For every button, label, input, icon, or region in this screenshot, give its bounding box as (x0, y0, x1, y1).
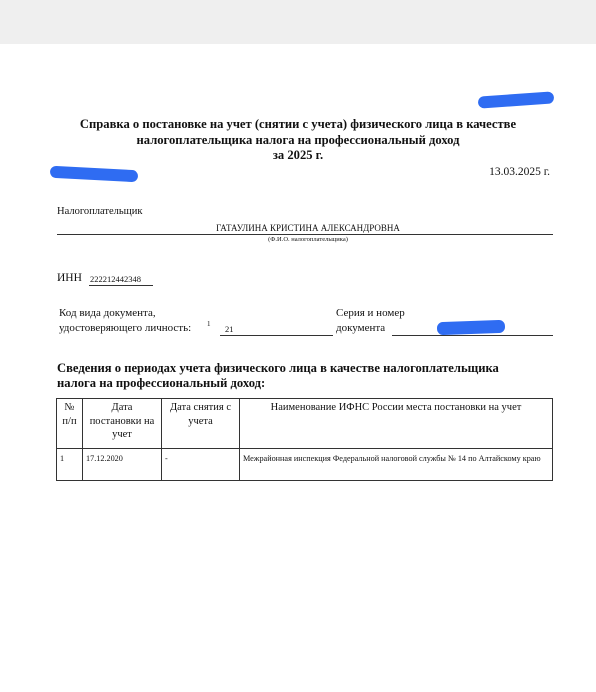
doc-code-value: 21 (225, 324, 234, 334)
cell-deregistration-date: - (162, 449, 240, 481)
redaction-top-right (478, 91, 555, 108)
doc-code-label-1: Код вида документа, (59, 307, 156, 319)
taxpayer-name: ГАТАУЛИНА КРИСТИНА АЛЕКСАНДРОВНА (216, 223, 400, 233)
inn-label: ИНН (57, 272, 82, 284)
table-header-row (57, 399, 553, 449)
viewer-top-bar (0, 0, 596, 44)
document-date: 13.03.2025 г. (489, 166, 550, 178)
section-heading-line-2: налога на профессиональный доход: (57, 376, 266, 390)
registration-periods-table (56, 398, 553, 481)
cell-tax-office: Межрайонная инспекция Федеральной налоговой службы № 14 по Алтайскому краю (240, 449, 553, 481)
section-heading-line-1: Сведения о периодах учета физического лица в качестве налогоплательщика (57, 361, 499, 375)
doc-code-underline (220, 335, 333, 336)
title-line-1: Справка о постановке на учет (снятии с учета) физического лица в качестве (79, 117, 517, 131)
doc-code-label-2: удостоверяющего личность: (59, 322, 192, 334)
inn-underline (89, 285, 153, 286)
header-deregistration-date: Дата снятия с учета (162, 399, 240, 449)
taxpayer-caption: (Ф.И.О. налогоплательщика) (268, 236, 348, 243)
table-row (57, 449, 553, 481)
cell-number: 1 (57, 449, 83, 481)
doc-series-underline (392, 335, 553, 336)
section-heading (57, 361, 557, 391)
redaction-doc-number (50, 166, 139, 183)
doc-code-footnote: 1 (207, 320, 211, 328)
redaction-doc-series (437, 320, 505, 335)
inn-value: 222212442348 (90, 274, 141, 284)
document-title (40, 117, 556, 164)
doc-series-label-1: Серия и номер (336, 307, 405, 319)
header-registration-date: Дата постановки на учет (83, 399, 162, 449)
header-tax-office: Наименование ИФНС России места постановки на учет (240, 399, 553, 449)
title-line-2: налогоплательщика налога на профессиональный доход (136, 132, 460, 147)
taxpayer-label: Налогоплательщик (57, 206, 143, 217)
doc-series-label-2: документа (336, 322, 386, 334)
taxpayer-name-underline (57, 234, 553, 235)
title-line-3: за 2025 г. (272, 148, 324, 162)
header-number: № п/п (57, 399, 83, 449)
cell-registration-date: 17.12.2020 (83, 449, 162, 481)
